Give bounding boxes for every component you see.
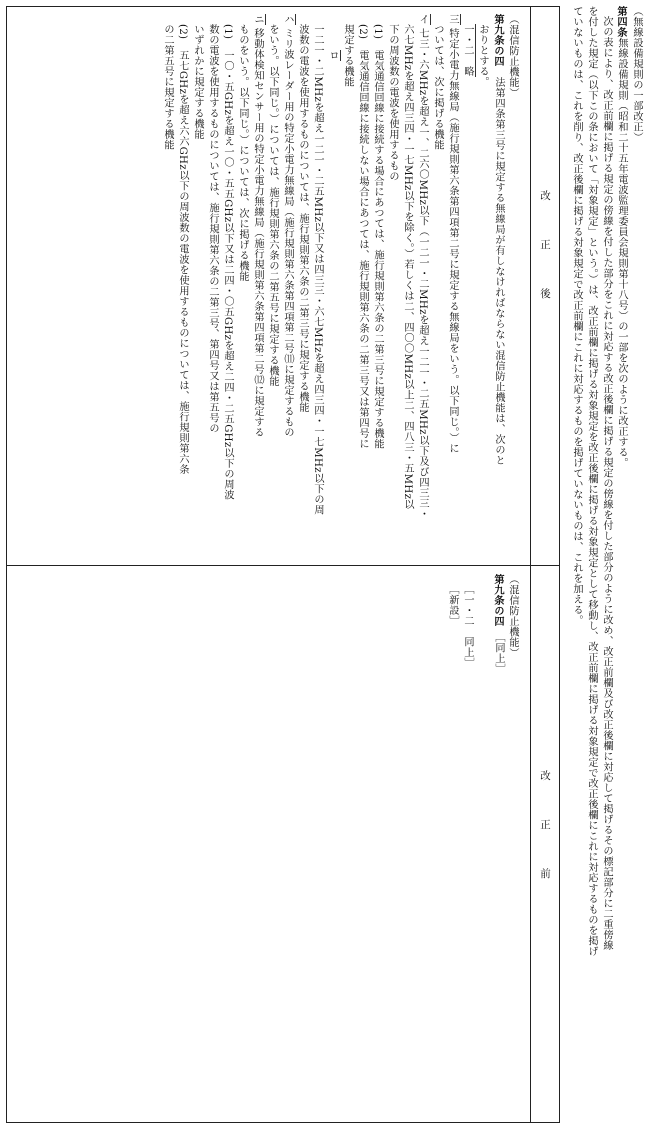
after-sub-ha-line-1: ミリ波レーダー用の特定小電力無線局（施行規則第六条第四項第二号⑾に規定するもの bbox=[282, 28, 293, 438]
article-4-text: 無線設備規則（昭和二十五年電波監理委員会規則第十八号）の一部を次のように改正する。 bbox=[616, 37, 627, 468]
after-sub-i-2-line-2: 規定する機能 bbox=[342, 24, 353, 87]
after-caption: （混信防止機能） bbox=[507, 14, 518, 98]
after-sub-ni-1-line-1: (1) 一〇・五GHzを超え一〇・五五GHz以下又は二四・〇五GHzを超え二四・二五GHz以下の周波 bbox=[222, 24, 233, 500]
before-item-1-2: ［一・二 同上］ bbox=[462, 584, 473, 668]
before-column-header: 改 正 前 bbox=[539, 770, 551, 893]
after-item-3-number: 三 bbox=[445, 14, 461, 25]
after-item-3-line-1: 特定小電力無線局（施行規則第六条第四項第二号に規定する無線局をいう。以下同じ。）に bbox=[447, 28, 458, 454]
after-sub-i-label: イ bbox=[415, 14, 431, 25]
after-sub-i-line-2: 六七MHzを超え四三四・一七MHz以下を除く。）若しくは二、四〇〇MHz以上二、四八三・五MHz以 bbox=[402, 24, 413, 510]
after-sub-ni-1-line-3: いずれかに規定する機能 bbox=[192, 24, 203, 140]
after-item-3-line-2: ついては、次に掲げる機能 bbox=[432, 24, 443, 150]
after-before-divider bbox=[6, 565, 560, 566]
intro-paragraph-line-1: 次の表により、改正前欄に掲げる規定の傍線を付した部分をこれに対応する改正後欄に掲げる規定の傍線を付した部分のように改め、改正前欄及び改正後欄に対応して掲げるその標記部分に二重傍線 bbox=[601, 16, 612, 951]
after-sub-ha-line-2: をいう。以下同じ。）については、施行規則第六条の二第五号に規定する機能 bbox=[267, 24, 278, 387]
before-article-label: 第九条の四 bbox=[492, 574, 504, 627]
after-sub-ni-line-1: 移動体検知センサー用の特定小電力無線局（施行規則第六条第四項第二号⑿に規定する bbox=[252, 28, 263, 438]
after-sub-ro-line-2: 波数の電波を使用するものについては、施行規則第六条の二第三号に規定する機能 bbox=[297, 24, 308, 413]
article-4-line bbox=[613, 6, 629, 468]
article-4-label: 第四条 bbox=[615, 6, 627, 38]
after-sub-ro-line-1: 一二一・二MHzを超え一二一・二五MHz以下又は四三三・六七MHzを超え四三四・一七MHz以下の周 bbox=[312, 24, 323, 515]
after-column-header: 改 正 後 bbox=[539, 190, 551, 313]
after-item-1-2: 一・二 略 bbox=[460, 24, 476, 77]
after-article-line-2: おりとする。 bbox=[477, 24, 488, 87]
after-article-text-1: 法第四条第三号に規定する無線局が有しなければならない混信防止機能は、次のと bbox=[493, 77, 504, 466]
before-article-text: ［同上］ bbox=[493, 637, 504, 674]
after-sub-ni-2-line-1: (2) 五七GHzを超え六六GHz以下の周波数の電波を使用するものについては、施行規則第六条 bbox=[177, 24, 188, 475]
after-sub-i-line-3: 下の周波数の電波を使用するもの bbox=[387, 24, 398, 182]
after-sub-ni-1-line-2: 数の電波を使用するものについては、施行規則第六条の二第三号、第四号又は第五号の bbox=[207, 24, 218, 434]
after-sub-ha-label: ハ bbox=[280, 14, 296, 25]
after-article-line bbox=[490, 14, 506, 466]
after-sub-ni-line-2: ものをいう。以下同じ。）については、次に掲げる機能 bbox=[237, 24, 248, 282]
intro-paragraph-line-3: ていないものは、これを削り、改正後欄に掲げる対象規定で改正前欄にこれに対応するものを掲げていないものは、これを加える。 bbox=[571, 6, 582, 626]
after-sub-ni-2-line-2: の二第五号に規定する機能 bbox=[162, 24, 173, 150]
after-article-label: 第九条の四 bbox=[492, 14, 504, 67]
before-article-line bbox=[490, 574, 506, 674]
after-sub-i-2-line-1: (2) 電気通信回線に接続しない場合にあつては、施行規則第六条の二第三号又は第四号に bbox=[357, 24, 368, 449]
before-caption: （混信防止機能） bbox=[507, 574, 518, 658]
after-sub-i-1: (1) 電気通信回線に接続する場合にあつては、施行規則第六条の二第三号に規定する機能 bbox=[372, 24, 383, 449]
before-item-new: ［新設］ bbox=[447, 584, 458, 626]
after-sub-ni-label: ニ bbox=[250, 14, 266, 25]
after-sub-i-line-1: 七三・六MHzを超え一、二六〇MHz以下（一二一・二MHzを超え一二一・二五MHz以下及び四三三・ bbox=[417, 28, 428, 519]
after-sub-ro-label: ロ bbox=[325, 50, 341, 61]
amendment-title: （無線設備規則の一部改正） bbox=[631, 6, 642, 143]
intro-paragraph-line-2: を付した規定（以下この条において「対象規定」という。）は、改正前欄に掲げる対象規定を改正後欄に掲げる対象規定として移動し、改正前欄に掲げる対象規定で改正後欄にこれに対応するものを掲げ bbox=[586, 6, 597, 957]
